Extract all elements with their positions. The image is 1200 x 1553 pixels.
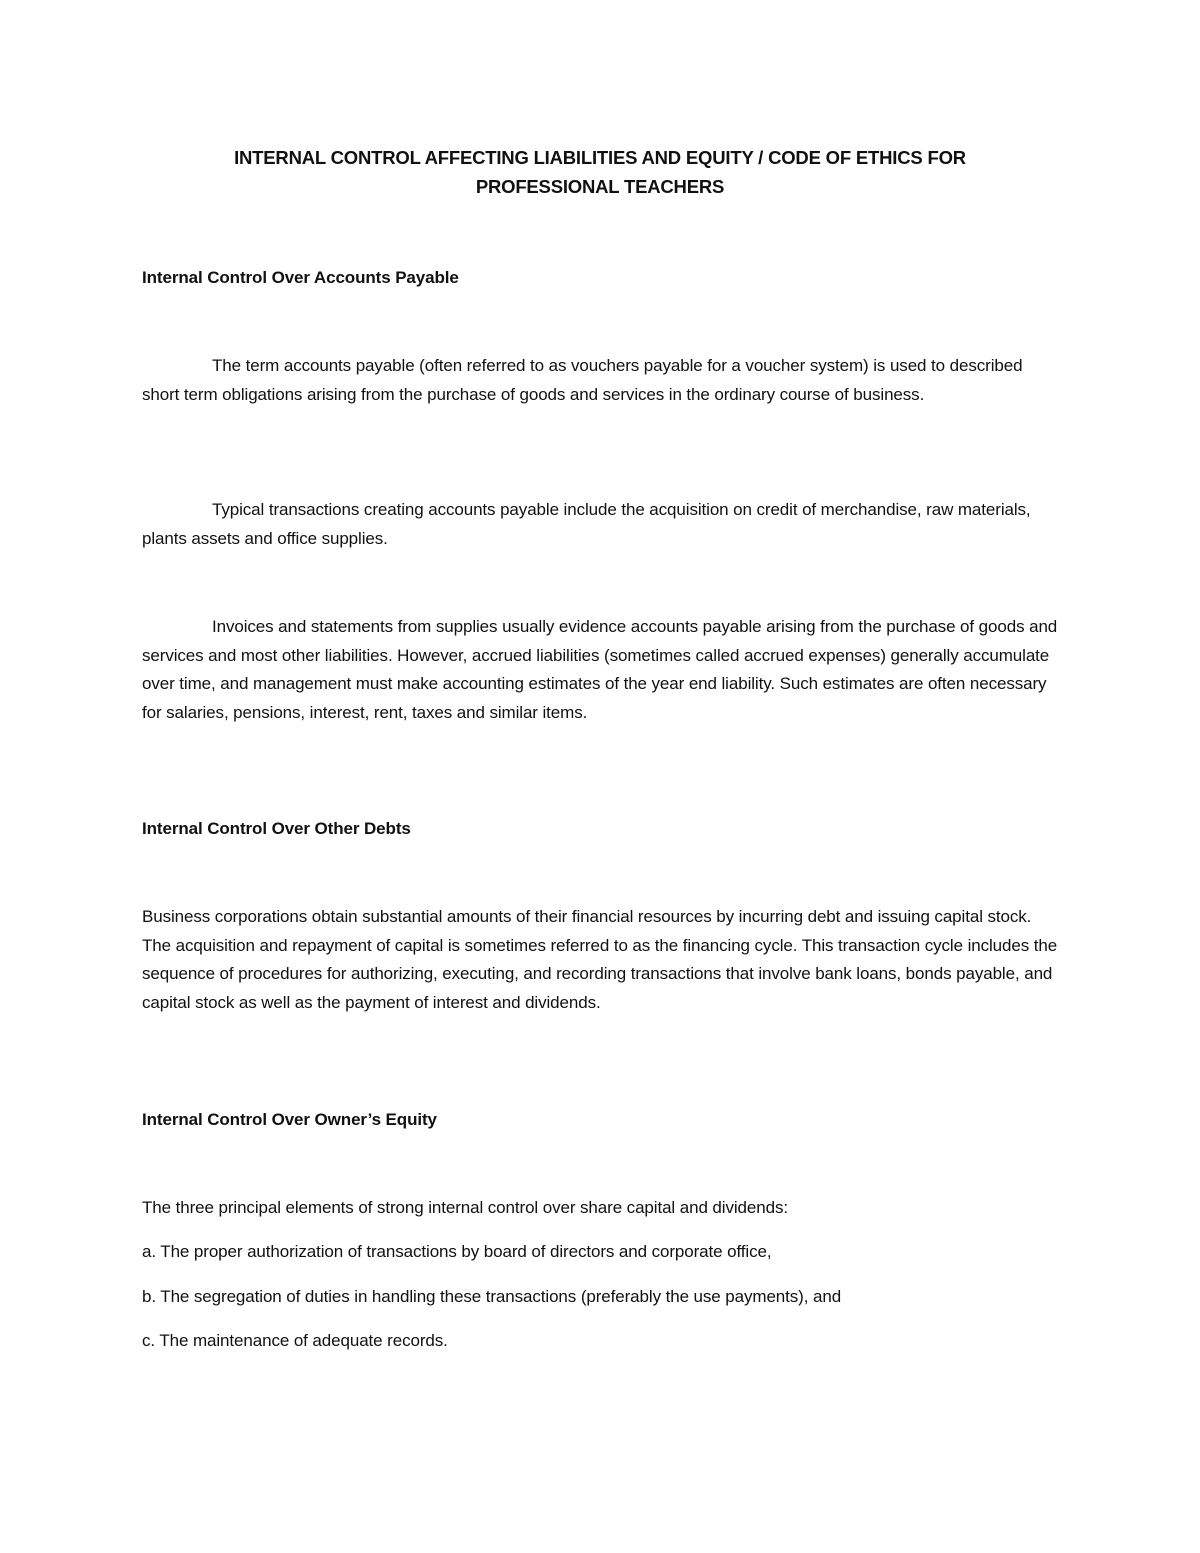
paragraph-typical-transactions: Typical transactions creating accounts payable include the acquisition on credit of merchandise, raw materials, plants assets and office supplies. bbox=[142, 500, 1031, 548]
section-heading-accounts-payable: Internal Control Over Accounts Payable bbox=[142, 268, 459, 287]
list-item: b. The segregation of duties in handling these transactions (preferably the use payments), and bbox=[142, 1287, 842, 1306]
section-heading-owners-equity: Internal Control Over Owner’s Equity bbox=[142, 1110, 437, 1129]
section-heading-other-debts: Internal Control Over Other Debts bbox=[142, 819, 411, 838]
paragraph-financing-cycle: Business corporations obtain substantial amounts of their financial resources by incurring debt and issuing capital stock. The acquisition and repayment of capital is sometimes referred to as the financing cycle. This transaction cycle includes the sequence of procedures for authorizing, executing, and recording transactions that involve bank loans, bonds payable, and capital stock as well as the payment of interest and dividends. bbox=[142, 907, 1058, 1013]
document-title-line-2: PROFESSIONAL TEACHERS bbox=[475, 176, 725, 197]
paragraph-accounts-payable-definition: The term accounts payable (often referred to as vouchers payable for a voucher system) is used to described short term obligations arising from the purchase of goods and services in the ordinary course of business. bbox=[142, 356, 1023, 404]
list-item: c. The maintenance of adequate records. bbox=[142, 1331, 448, 1350]
document-title-line-1: INTERNAL CONTROL AFFECTING LIABILITIES AND EQUITY / CODE OF ETHICS FOR bbox=[234, 147, 966, 168]
list-item: a. The proper authorization of transactions by board of directors and corporate office, bbox=[142, 1242, 772, 1261]
paragraph-owners-equity-intro: The three principal elements of strong internal control over share capital and dividends: bbox=[142, 1198, 788, 1217]
paragraph-invoices-and-accruals: Invoices and statements from supplies usually evidence accounts payable arising from the purchase of goods and services and most other liabilities. However, accrued liabilities (sometimes called accrued expenses) generally accumulate over time, and management must make accounting estimates of the year end liability. Such estimates are often necessary for salaries, pensions, interest, rent, taxes and similar items. bbox=[142, 617, 1058, 723]
